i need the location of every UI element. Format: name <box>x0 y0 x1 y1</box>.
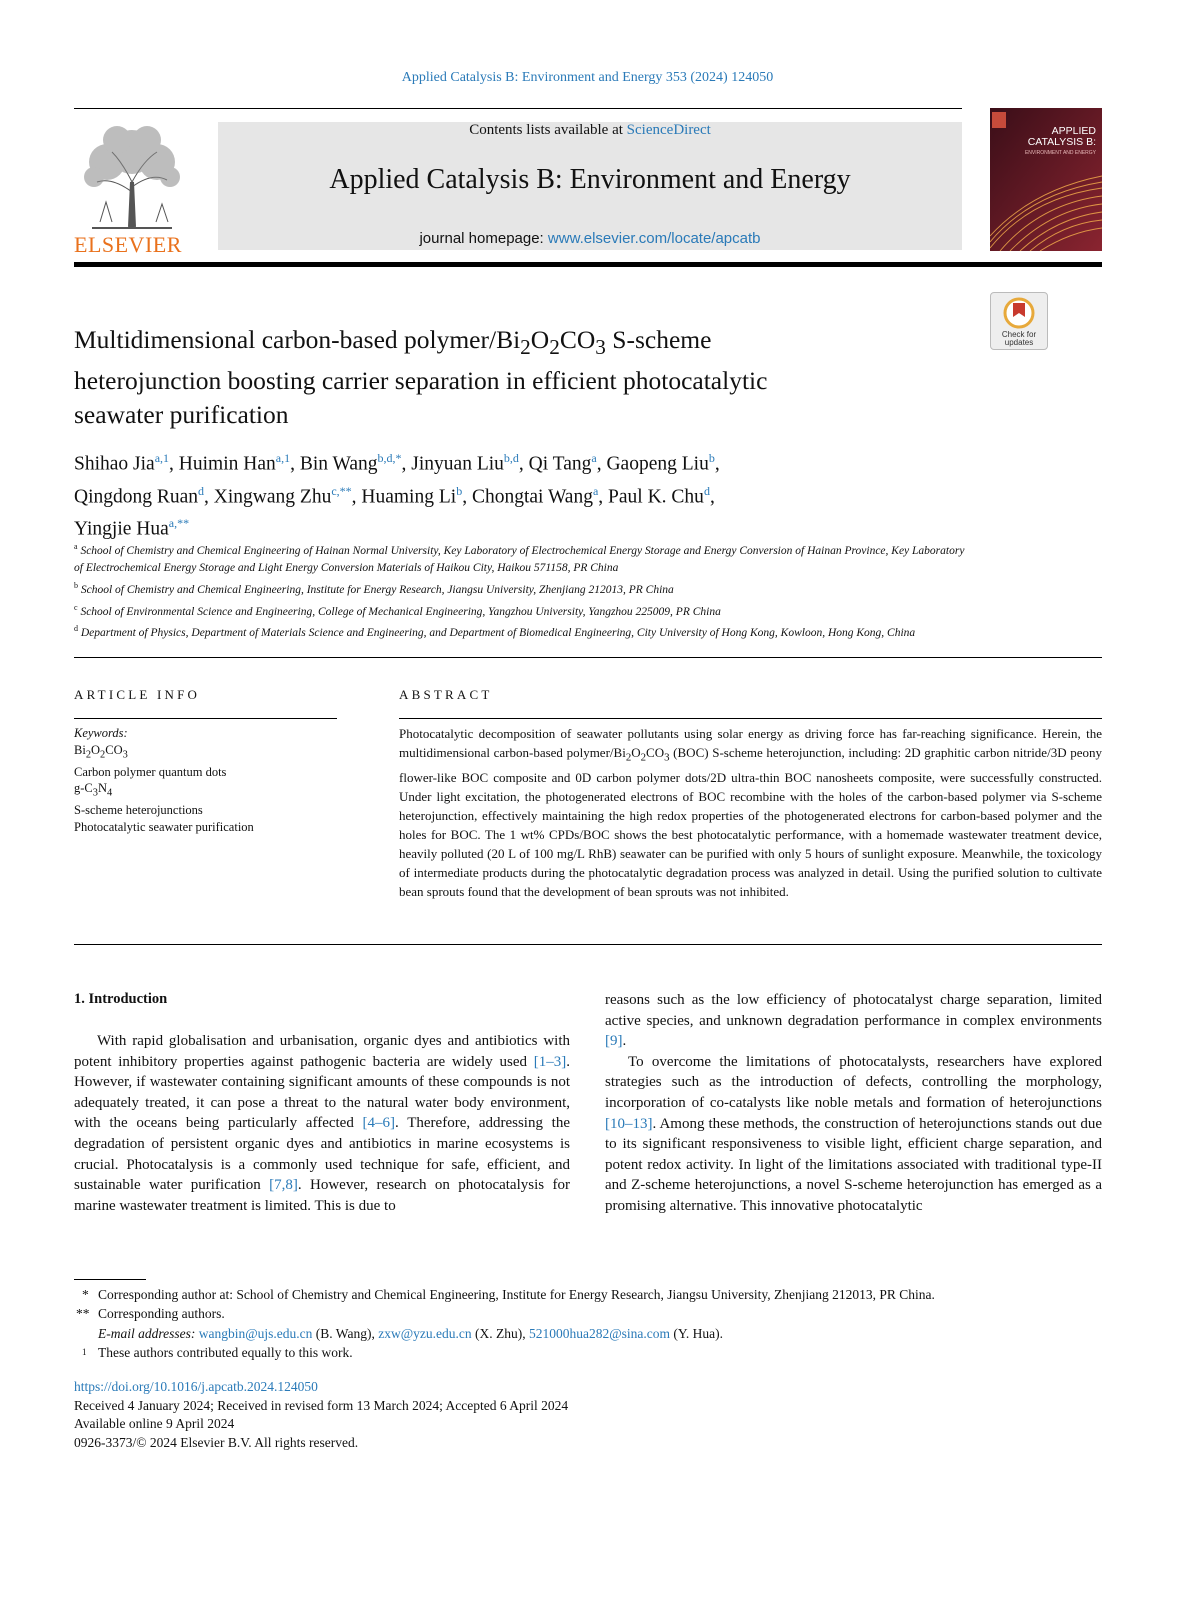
email-link[interactable]: zxw@yzu.edu.cn <box>378 1325 472 1341</box>
citation-link[interactable]: [7,8] <box>269 1177 298 1194</box>
author-name[interactable]: Huaming Li <box>361 486 457 507</box>
author-name[interactable]: Huimin Han <box>178 453 276 475</box>
journal-homepage-link[interactable]: www.elsevier.com/locate/apcatb <box>547 230 761 247</box>
journal-title: Applied Catalysis B: Environment and Energy <box>329 164 851 195</box>
author-name[interactable]: Paul K. Chu <box>608 486 704 507</box>
affiliation-item: $^a$ School of Chemistry and Chemical Engineering of Hainan Normal University, Key Laboratory of Electrochemical Energy Storage and Energy Conversion of Hainan Province, Key Laboratory of Electrochemical Energy Storage and Light Energy Conversion Materials of Haikou City, Haikou 571158, PR China <box>74 542 965 574</box>
section-rule <box>74 657 1102 658</box>
footnotes <box>74 1285 1102 1362</box>
author-name[interactable]: Chongtai Wang <box>471 486 593 507</box>
abstract-rule <box>399 718 1102 719</box>
available-online: Available online 9 April 2024 <box>74 1416 235 1431</box>
keyword-item: $g-C_3N_4$ <box>74 781 113 799</box>
keyword-item: Carbon polymer quantum dots <box>74 764 227 779</box>
author-name[interactable]: Bin Wang <box>299 453 378 475</box>
footnote-item: 1 These authors contributed equally to this work. <box>82 1344 353 1360</box>
affiliation-item: $^c$ School of Environmental Science and Engineering, College of Mechanical Engineering, Yangzhou University, Yangzhou 225009, PR China <box>74 602 721 618</box>
contents-prefix: Contents lists available at <box>469 122 627 138</box>
header-rule <box>74 108 962 109</box>
author-name[interactable]: Jinyuan Liu <box>411 453 504 475</box>
footnote-item: ** Corresponding authors. <box>76 1306 225 1322</box>
body-column-left <box>74 1031 570 1216</box>
author-name[interactable]: Gaopeng Liu <box>606 453 709 475</box>
body-paragraph: To overcome the limitations of photocatalysts, researchers have explored strategies such as the introduction of defects, controlling the morphology, incorporation of co-catalysts like noble metals and formation of heterojunctions [10–13]. Among these methods, the construction of heterojunctions stands out due to its significant responsiveness to visible light, efficient charge separation, and potent redox activity. In light of the limitations associated with traditional type-II and Z-scheme heterojunctions, a novel S-scheme heterojunction has emerged as a promising alternative. This innovative photocatalytic <box>605 1053 1102 1214</box>
check-updates-label: Check for updates <box>1001 330 1037 347</box>
journal-reference-link[interactable]: Applied Catalysis B: Environment and Energy 353 (2024) 124050 <box>401 70 774 85</box>
homepage-prefix: journal homepage: <box>419 230 548 247</box>
elsevier-wordmark: ELSEVIER <box>74 232 182 257</box>
author-name[interactable]: Yingjie Hua <box>74 518 169 540</box>
body-column-right <box>605 990 1102 1217</box>
header-thick-rule <box>74 262 1102 267</box>
contents-available-line <box>218 122 962 139</box>
citation-link[interactable]: [9] <box>605 1033 623 1050</box>
article-info-rule <box>74 718 337 719</box>
abstract-text: Photocatalytic decomposition of seawater pollutants using solar energy as driving force has far-reaching significance. Herein, the multidimensional carbon-based polymer/$Bi_2O_2CO_3$ (BOC) S-scheme heterojunction, including: 2D graphitic carbon nitride/3D peony flower-like BOC composite and 0D carbon polymer dots/2D ultra-thin BOC nanosheets composite, were successfully constructed. Under light excitation, the photogenerated electrons of BOC recombine with the holes of the carbon-based polymer via S-scheme heterojunction, effectively maintaining the high redox properties of the photogenerated electrons for carbon-based polymer and the holes for BOC. The 1 wt% CPDs/BOC shows the best photocatalytic performance, with a homemade wastewater treatment device, heavily polluted (20 L of 100 mg/L RhB) seawater can be purified with only 5 hours of sunlight exposure. Meanwhile, the toxicology of intermediate products during the photocatalytic degradation process was analyzed in detail. Using the purified solution to cultivate bean sprouts found that the development of bean sprouts was not inhibited. <box>399 726 1102 899</box>
affiliations <box>74 538 974 642</box>
keywords-block <box>74 725 344 835</box>
footnote-emails: E-mail addresses: wangbin@ujs.edu.cn (B. Wang), zxw@yzu.edu.cn (X. Zhu), 521000hua282@sina.com (Y. Hua). <box>98 1325 724 1341</box>
author-name[interactable]: Shihao Jia <box>74 453 155 475</box>
author-name[interactable]: Qi Tang <box>528 453 592 475</box>
cover-subtitle: ENVIRONMENT AND ENERGY <box>1024 150 1096 156</box>
copyright-line: 0926-3373/© 2024 Elsevier B.V. All rights reserved. <box>74 1434 359 1450</box>
cover-title: APPLIED CATALYSIS B: <box>1027 125 1096 148</box>
footnote-item: * Corresponding author at: School of Chemistry and Chemical Engineering, Institute for Energy Research, Jiangsu University, Zhenjiang 212013, PR China. <box>82 1287 935 1302</box>
received-dates: Received 4 January 2024; Received in revised form 13 March 2024; Accepted 6 April 2024 <box>74 1397 569 1413</box>
citation-link[interactable]: [10–13] <box>605 1115 653 1132</box>
keywords-label: Keywords: <box>74 726 128 740</box>
section-heading-introduction: 1. Introduction <box>74 991 168 1007</box>
keyword-item: $Bi_2O_2CO_3$ <box>74 742 128 760</box>
keyword-item: Photocatalytic seawater purification <box>74 819 254 834</box>
affiliation-item: $^d$ Department of Physics, Department of Materials Science and Engineering, and Department of Biomedical Engineering, City University of Hong Kong, Kowloon, Hong Kong, China <box>74 624 916 640</box>
author-name[interactable]: Qingdong Ruan <box>74 486 199 507</box>
citation-link[interactable]: [4–6] <box>362 1115 396 1132</box>
publication-info <box>74 1378 974 1452</box>
citation-link[interactable]: [1–3] <box>533 1053 567 1070</box>
footnote-rule <box>74 1279 146 1280</box>
author-name[interactable]: Xingwang Zhu <box>213 486 332 507</box>
email-link[interactable]: wangbin@ujs.edu.cn <box>198 1325 313 1341</box>
body-paragraph: With rapid globalisation and urbanisation, organic dyes and antibiotics with potent inhibitory properties against pathogenic bacteria are widely used [1–3]. However, if wastewater containing significant amounts of these compounds is not adequately treated, it can pose a threat to the natural water body environment, with the oceans being particularly affected [4–6]. Therefore, addressing the degradation of persistent organic dyes and antibiotics in marine ecosystems is crucial. Photocatalysis is a commonly used technique for safe, efficient, and sustainable water purification [7,8]. However, research on photocatalysis for marine wastewater treatment is limited. This is due to <box>74 1033 571 1214</box>
abstract-end-rule <box>74 944 1102 945</box>
keyword-item: S-scheme heterojunctions <box>74 803 203 817</box>
article-info-heading: ARTICLE INFO <box>74 687 201 702</box>
check-updates-icon <box>991 293 1047 333</box>
affiliation-item: $^b$ School of Chemistry and Chemical Engineering, Institute for Energy Research, Jiangsu University, Zhenjiang 212013, PR China <box>74 580 674 596</box>
email-link[interactable]: 521000hua282@sina.com <box>528 1325 671 1341</box>
abstract-heading: ABSTRACT <box>399 687 493 702</box>
doi-link[interactable]: https://doi.org/10.1016/j.apcatb.2024.124050 <box>74 1379 318 1394</box>
author-list: Shihao Jia$^{a,1}$, Huimin Han$^{a,1}$, Bin Wang$^{b,d,*}$, Jinyuan Liu$^{b,d}$, Qi Tang$^a$, Gaopeng Liu$^b$, Qingdong Ruan$^d$, Xingwang Zhu$^{c,**}$, Huaming Li$^b$, Chongtai Wang$^a$, Paul K. Chu$^d$, Yingjie Hua$^{a,**}$ <box>74 451 720 540</box>
check-for-updates-button[interactable] <box>990 292 1048 350</box>
sciencedirect-link[interactable]: ScienceDirect <box>626 122 711 138</box>
body-paragraph: reasons such as the low efficiency of photocatalyst charge separation, limited active species, and unknown degradation performance in complex environments [9]. <box>605 992 1102 1050</box>
paper-title: Multidimensional carbon-based polymer/$Bi_2O_2CO_3$ S-scheme heterojunction boosting carrier separation in efficient photocatalytic seawater purification <box>74 325 768 430</box>
journal-cover-thumbnail[interactable] <box>990 108 1102 251</box>
journal-homepage-line <box>218 230 962 247</box>
